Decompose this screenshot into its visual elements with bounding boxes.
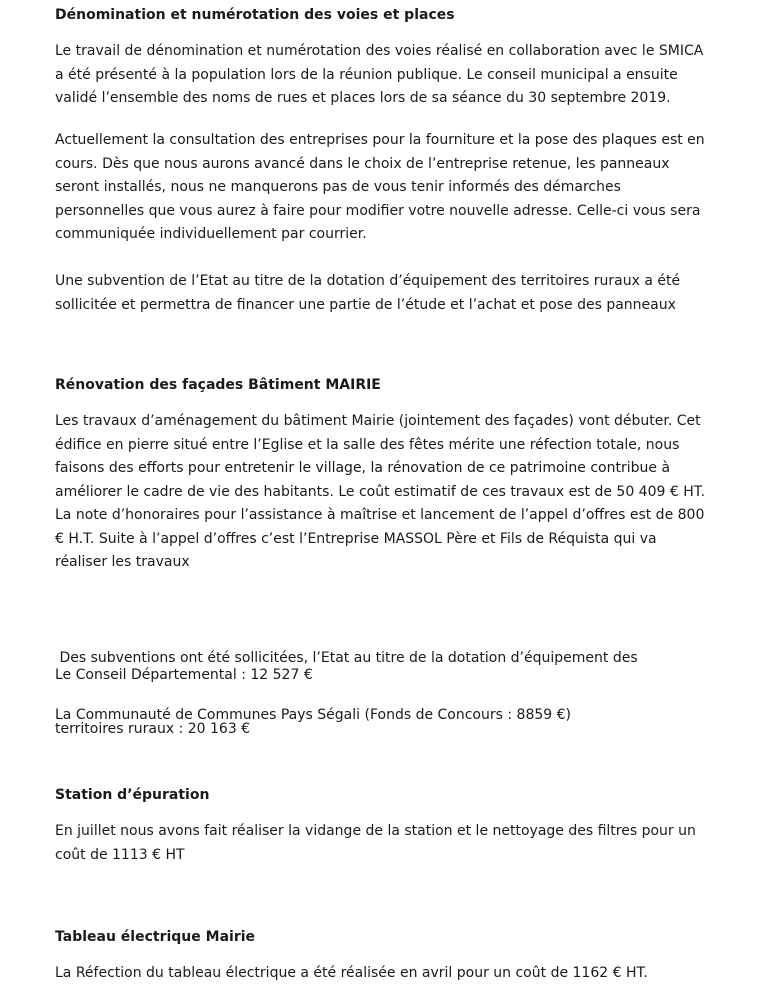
text-line: Le travail de dénomination et numérotation des voies réalisé en collaboration avec le SMICA xyxy=(55,43,704,59)
section-title-tableau: Tableau électrique Mairie xyxy=(55,929,256,945)
text-line: En juillet nous avons fait réaliser la vidange de la station et le nettoyage des filtres pour un xyxy=(55,823,696,839)
text-line: réaliser les travaux xyxy=(55,554,190,570)
text-line: La note d’honoraires pour l’assistance à maîtrise et lancement de l’appel d’offres est de 800 xyxy=(55,507,705,523)
text-line: Les travaux d’aménagement du bâtiment Mairie (jointement des façades) vont débuter. Cet xyxy=(55,413,701,429)
text-line: La Réfection du tableau électrique a été réalisée en avril pour un coût de 1162 € HT. xyxy=(55,965,648,981)
text-line: a été présenté à la population lors de la réunion publique. Le conseil municipal a ensuite xyxy=(55,66,678,83)
paragraph-facades-subventions xyxy=(55,600,745,788)
text-line: cours. Dès que nous aurons avancé dans le choix de l’entreprise retenue, les panneaux xyxy=(55,155,670,172)
text-line: coût de 1113 € HT xyxy=(55,846,185,863)
text-line: validé l’ensemble des noms de rues et places lors de sa séance du 30 septembre 2019. xyxy=(55,90,671,106)
text-line: personnelles que vous aurez à faire pour modifier votre nouvelle adresse. Celle-ci vous sera xyxy=(55,202,701,219)
text-line: € H.T. Suite à l’appel d’offres c’est l’Entreprise MASSOL Père et Fils de Réquista qui va xyxy=(55,530,657,547)
paragraph-facades-1 xyxy=(55,410,745,575)
text-line: faisons des efforts pour entretenir le village, la rénovation de ce patrimoine contribue à xyxy=(55,460,671,476)
text-line: Des subventions ont été sollicitées, l’Etat au titre de la dotation d’équipement des xyxy=(55,650,638,666)
paragraph-voies-1 xyxy=(55,40,745,111)
text-line: communiquée individuellement par courrier. xyxy=(55,226,367,242)
paragraph-voies-3 xyxy=(55,270,745,317)
section-title-facades: Rénovation des façades Bâtiment MAIRIE xyxy=(55,377,381,393)
section-title-station: Station d’épuration xyxy=(55,787,210,803)
text-line: Actuellement la consultation des entreprises pour la fourniture et la pose des plaques est en xyxy=(55,132,705,148)
document-page xyxy=(55,0,745,990)
paragraph-conseil-departemental xyxy=(55,664,745,688)
text-line: sollicitée et permettra de financer une partie de l’étude et l’achat et pose des panneaux xyxy=(55,296,676,313)
paragraph-voies-2 xyxy=(55,129,745,247)
paragraph-communaute-communes xyxy=(55,704,745,728)
text-line: La Communauté de Communes Pays Ségali (Fonds de Concours : 8859 €) xyxy=(55,707,571,723)
text-line: édifice en pierre situé entre l’Eglise et la salle des fêtes mérite une réfection totale, nous xyxy=(55,436,680,453)
paragraph-tableau xyxy=(55,962,745,986)
paragraph-station xyxy=(55,820,745,867)
text-line: seront installés, nous ne manquerons pas de vous tenir informés des démarches xyxy=(55,179,621,195)
text-line: Le Conseil Départemental : 12 527 € xyxy=(55,667,313,683)
text-line: territoires ruraux : 20 163 € xyxy=(55,720,251,737)
section-title-voies: Dénomination et numérotation des voies et places xyxy=(55,7,455,23)
text-line: Une subvention de l’Etat au titre de la dotation d’équipement des territoires ruraux a été xyxy=(55,273,681,289)
text-line: améliorer le cadre de vie des habitants. Le coût estimatif de ces travaux est de 50 409 € HT. xyxy=(55,483,706,500)
